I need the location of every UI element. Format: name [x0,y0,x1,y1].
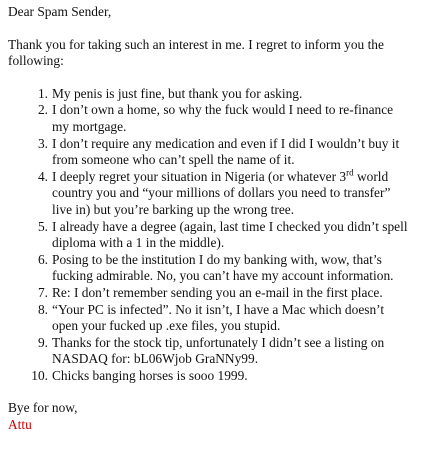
list-number: 3. [37,135,48,151]
list-item-text: “Your PC is infected”. No it isn’t, I have a Mac which doesn’t open your fucked up .exe files, you stupid. [52,301,385,334]
list-item [8,102,417,135]
list-number: 8. [37,301,48,317]
signature: Attu [8,417,32,433]
list-item [8,302,417,335]
numbered-list [8,86,417,385]
list-item [8,86,417,103]
list-item-text: Re: I don’t remember sending you an e-mail in the first place. [52,284,383,300]
list-item [8,335,417,368]
list-number: 5. [37,218,48,234]
list-item [8,252,417,285]
greeting: Dear Spam Sender, [8,4,112,19]
list-item-text: I don’t require any medication and even if I did I wouldn’t buy it from someone who can’t spell the name of it. [52,135,400,168]
list-item-text: Thanks for the stock tip, unfortunately I didn’t see a listing on NASDAQ for: bL06Wjob GraNNy99. [52,334,385,367]
ordinal-superscript: rd [346,167,354,178]
list-number: 9. [37,334,48,350]
list-item-text: Posing to be the institution I do my banking with, wow, that’s fucking admirable. No, you can’t have my account information. [52,251,394,284]
list-item-text [52,169,390,217]
list-number: 7. [37,284,48,300]
list-item [8,368,417,385]
signoff: Bye for now, [8,400,78,416]
list-item [8,285,417,302]
list-number: 6. [37,251,48,267]
list-item-text: Chicks banging horses is sooo 1999. [52,367,248,383]
list-number: 4. [37,168,48,184]
list-item [8,219,417,252]
list-item-text: I don’t own a home, so why the fuck would I need to re-finance my mortgage. [52,102,394,134]
list-item-text: My penis is just fine, but thank you for asking. [52,85,303,101]
list-item-text-before: I deeply regret your situation in Nigeria (or whatever 3 [52,168,347,184]
list-number: 2. [37,102,48,118]
list-number: 1. [37,85,48,101]
list-item [8,169,417,219]
list-item-text: I already have a degree (again, last time I checked you didn’t spell diploma with a 1 in the middle). [52,218,408,251]
list-number: 10. [31,367,48,383]
intro-paragraph: Thank you for taking such an interest in me. I regret to inform you the following: [8,36,384,69]
list-item [8,136,417,169]
list-item-text-after: world country you and “your millions of dollars you need to transfer” live in) but you’re barking up the wrong tree. [52,168,391,217]
